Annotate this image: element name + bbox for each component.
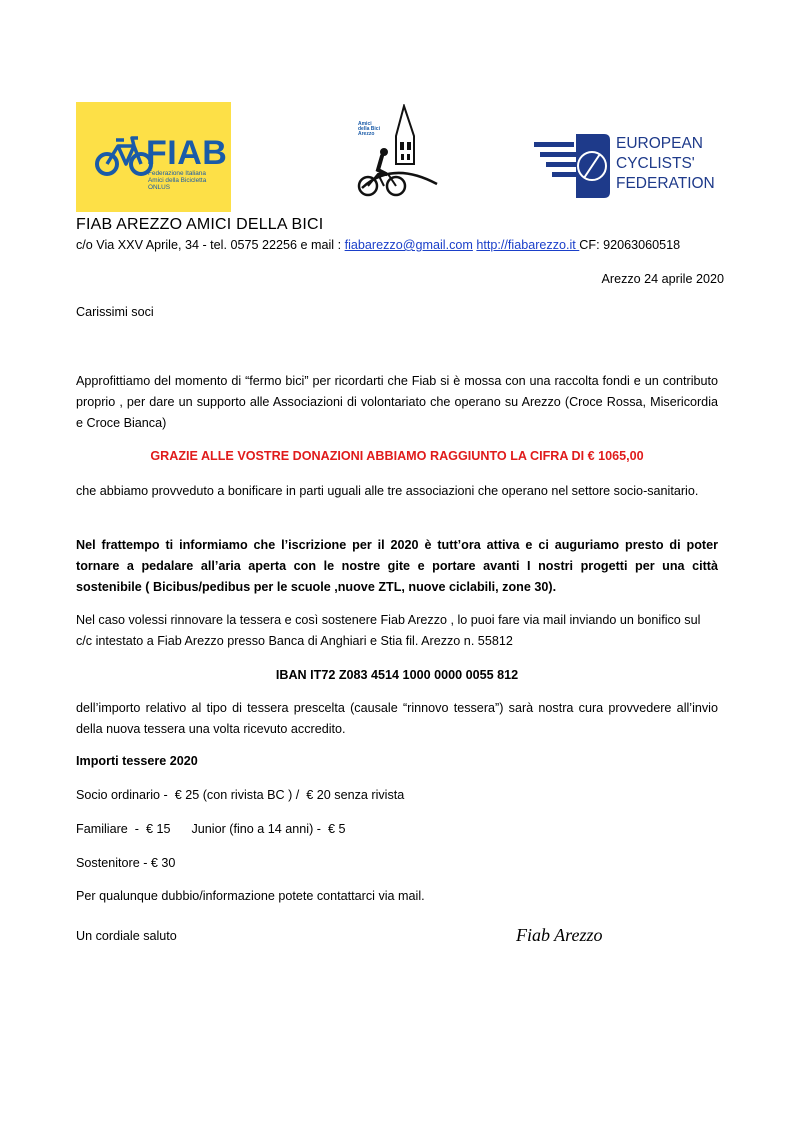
renew-paragraph: Nel caso volessi rinnovare la tessera e così sostenere Fiab Arezzo , lo puoi fare via mail inviando un bonifico sul c/c intestato a Fiab Arezzo presso Banca di Anghiari e Stia fil. Arezzo n. 55812 (76, 613, 701, 648)
fiab-subtitle-line: Amici della Bicicletta (148, 177, 207, 184)
fiab-subtitle-line: ONLUS (148, 184, 171, 191)
intro-paragraph: Approfittiamo del momento di “fermo bici” per ricordarti che Fiab si è mossa con una raccolta fondi e un contributo proprio , per dare un supporto alle Associazioni di volontariato che operano su Arezzo (Croce Rossa, Misericordia e Croce Bianca) (76, 374, 718, 430)
letter-date: Arezzo 24 aprile 2020 (601, 272, 724, 286)
bicycle-icon (94, 130, 154, 180)
fees-heading: Importi tessere 2020 (76, 754, 198, 768)
iban: IBAN IT72 Z083 4514 1000 0000 0055 812 (275, 668, 519, 682)
fee-socio: Socio ordinario - € 25 (con rivista BC ) / € 20 senza rivista (76, 788, 405, 802)
cf-text: CF: 92063060518 (579, 238, 681, 252)
ecf-line: FEDERATION (616, 175, 715, 192)
greeting: Carissimi soci (76, 305, 154, 319)
fiab-subtitle-line: Federazione Italiana (148, 170, 206, 177)
website-link[interactable]: http://fiabarezzo.it (476, 238, 580, 252)
arezzo-label-line: Arezzo (358, 131, 375, 137)
ecf-line: EUROPEAN (616, 135, 703, 152)
ecf-wheel-icon (532, 130, 612, 204)
contact-line: Per qualunque dubbio/informazione potete contattarci via mail. (76, 889, 425, 903)
ecf-wordmark (616, 134, 715, 194)
address-text: c/o Via XXV Aprile, 34 - tel. 0575 22256 e mail : (76, 238, 345, 252)
fiab-logo-subtitle (148, 170, 228, 191)
membership-paragraph: Nel frattempo ti informiamo che l’iscrizione per il 2020 è tutt’ora attiva e ci auguriamo presto di poter tornare a pedalare all’aria aperta con le nostre gite e portare avanti I nostri progetti per una città sostenibile ( Bicibus/pedibus per le scuole ,nuove ZTL, nuove ciclabili, zone 30). (76, 538, 718, 594)
arezzo-logo-label (358, 122, 380, 137)
org-address (76, 238, 680, 252)
arezzo-logo (352, 104, 442, 202)
org-name: FIAB AREZZO AMICI DELLA BICI (76, 216, 324, 233)
fiab-logo (76, 102, 231, 212)
arezzo-label-line: Amici (358, 121, 372, 127)
fiab-wordmark: FIAB (146, 134, 228, 172)
fee-sostenitore: Sostenitore - € 30 (76, 856, 176, 870)
arezzo-label-line: della Bici (358, 126, 380, 132)
closing: Un cordiale saluto (76, 929, 177, 943)
signature: Fiab Arezzo (516, 925, 603, 945)
email-link[interactable]: fiabarezzo@gmail.com (344, 238, 473, 252)
amount-note: dell’importo relativo al tipo di tessera prescelta (causale “rinnovo tessera”) sarà nostra cura provvedere all’invio della nuova tessera una volta ricevuto accredito. (76, 701, 718, 736)
cyclist-tower-icon (352, 104, 442, 202)
fee-familiare: Familiare - € 15 Junior (fino a 14 anni) - € 5 (76, 822, 346, 836)
donation-detail: che abbiamo provveduto a bonificare in parti uguali alle tre associazioni che operano nel settore socio-sanitario. (76, 484, 699, 498)
ecf-logo (532, 130, 722, 204)
donation-highlight: GRAZIE ALLE VOSTRE DONAZIONI ABBIAMO RAGGIUNTO LA CIFRA DI € 1065,00 (150, 449, 644, 463)
ecf-line: CYCLISTS' (616, 155, 695, 172)
